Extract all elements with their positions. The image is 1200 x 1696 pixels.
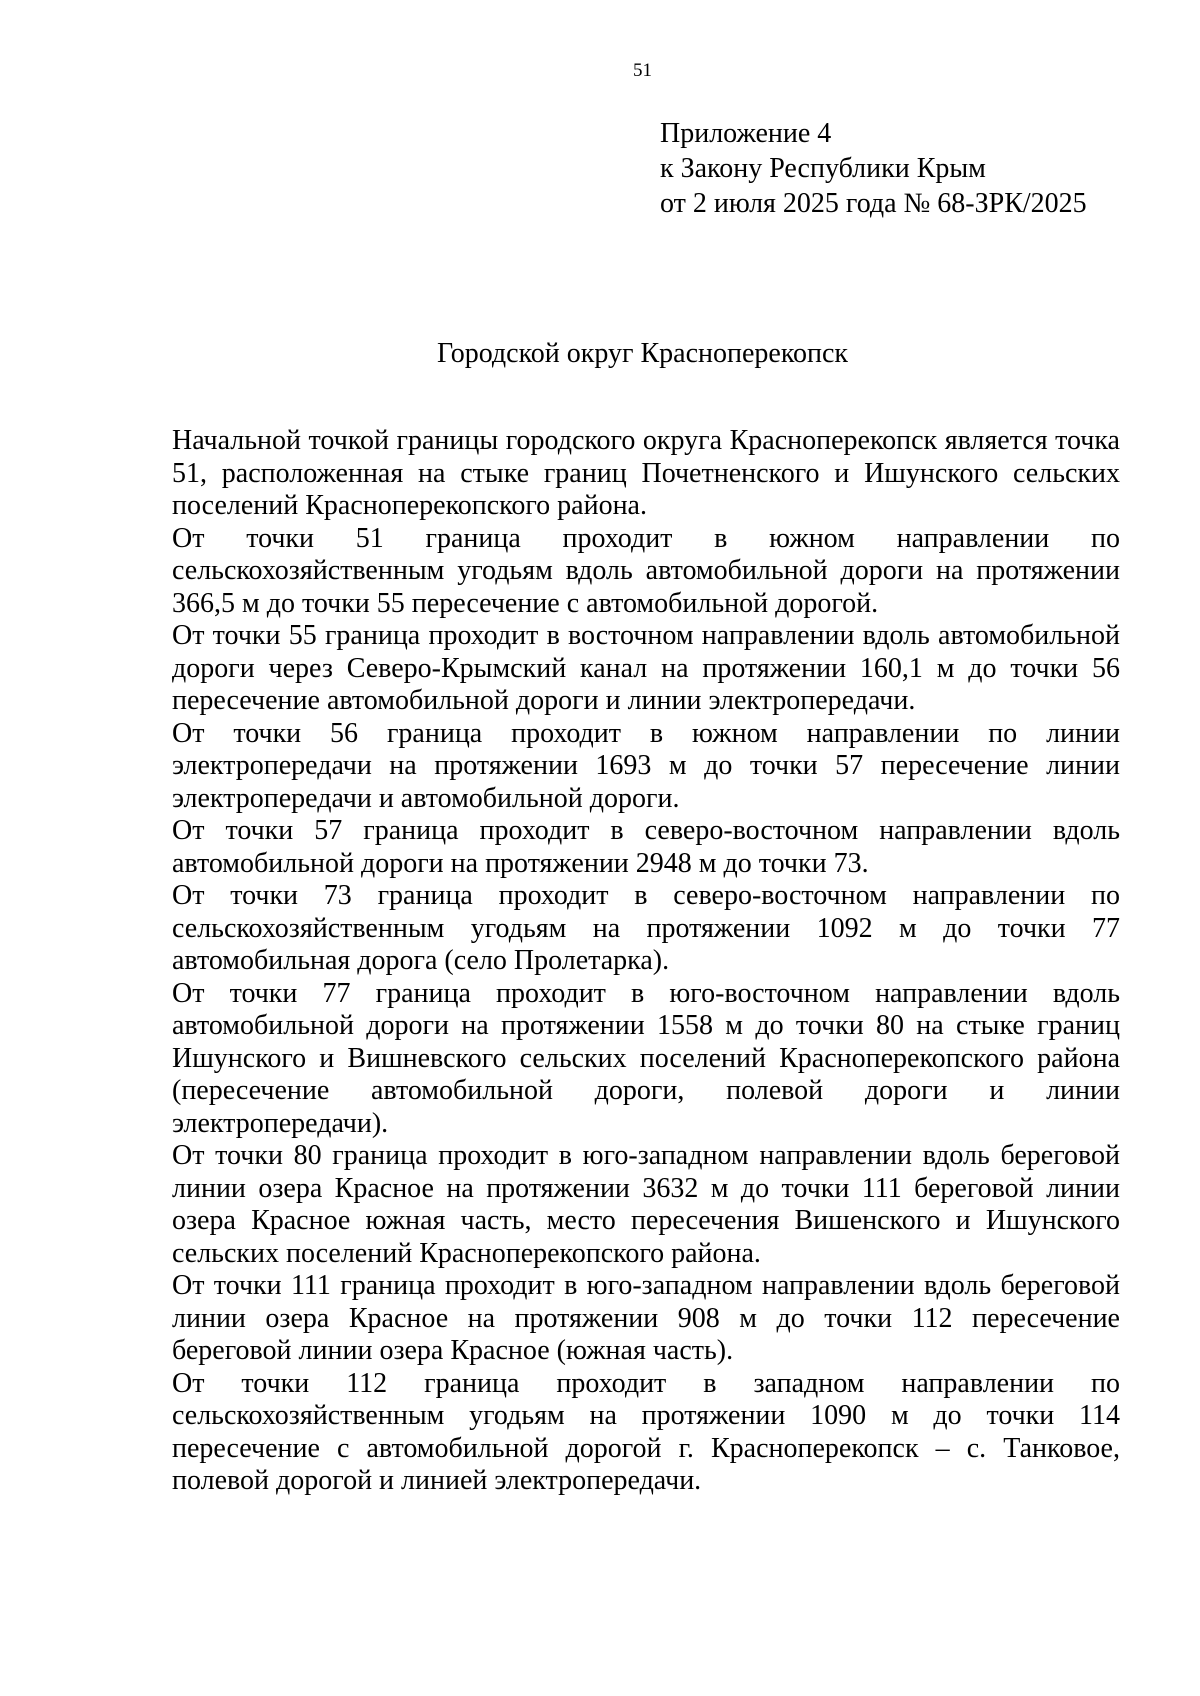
appendix-line-3: от 2 июля 2025 года № 68-ЗРК/2025 — [660, 188, 1087, 219]
appendix-line-2: к Закону Республики Крым — [660, 153, 986, 184]
appendix-line-1: Приложение 4 — [660, 118, 832, 149]
document-body — [172, 425, 1120, 1498]
paragraph-6: От точки 73 граница проходит в северо-восточном направлении по сельскохозяйственным угодьям на протяжении 1092 м до точки 77 автомобильная дорога (село Пролетарка). — [172, 880, 1120, 976]
paragraph-3: От точки 55 граница проходит в восточном направлении вдоль автомобильной дороги через Северо-Крымский канал на протяжении 160,1 м до точки 56 пересечение автомобильной дороги и линии электропередачи. — [172, 620, 1120, 716]
paragraph-2: От точки 51 граница проходит в южном направлении по сельскохозяйственным угодьям вдоль автомобильной дороги на протяжении 366,5 м до точки 55 пересечение с автомобильной дорогой. — [172, 522, 1120, 619]
paragraph-5: От точки 57 граница проходит в северо-восточном направлении вдоль автомобильной дороги на протяжении 2948 м до точки 73. — [172, 815, 1120, 879]
paragraph-10: От точки 112 граница проходит в западном направлении по сельскохозяйственным угодьям на протяжении 1090 м до точки 114 пересечение с автомобильной дорогой г. Красноперекопск – с. Танковое, полевой дорогой и линией электропередачи. — [172, 1367, 1120, 1496]
document-title: Городской округ Красноперекопск — [436, 338, 849, 369]
paragraph-7: От точки 77 граница проходит в юго-восточном направлении вдоль автомобильной дороги на протяжении 1558 м до точки 80 на стыке границ Ишунского и Вишневского сельских поселений Красноперекопского района (пересечение автомобильной дороги, полевой дороги и линии электропередачи). — [172, 977, 1120, 1139]
appendix-header — [660, 116, 1087, 221]
paragraph-8: От точки 80 граница проходит в юго-западном направлении вдоль береговой линии озера Красное на протяжении 3632 м до точки 111 береговой линии озера Красное южная часть, место пересечения Вишенского и Ишунского сельских поселений Красноперекопского района. — [172, 1140, 1120, 1269]
paragraph-4: От точки 56 граница проходит в южном направлении по линии электропередачи на протяжении 1693 м до точки 57 пересечение линии электропередачи и автомобильной дороги. — [172, 717, 1120, 814]
paragraph-1: Начальной точкой границы городского округа Красноперекопск является точка 51, расположенная на стыке границ Почетненского и Ишунского сельских поселений Красноперекопского района. — [172, 425, 1120, 521]
paragraph-9: От точки 111 граница проходит в юго-западном направлении вдоль береговой линии озера Красное на протяжении 908 м до точки 112 пересечение береговой линии озера Красное (южная часть). — [172, 1270, 1120, 1366]
page-number: 51 — [633, 60, 652, 81]
